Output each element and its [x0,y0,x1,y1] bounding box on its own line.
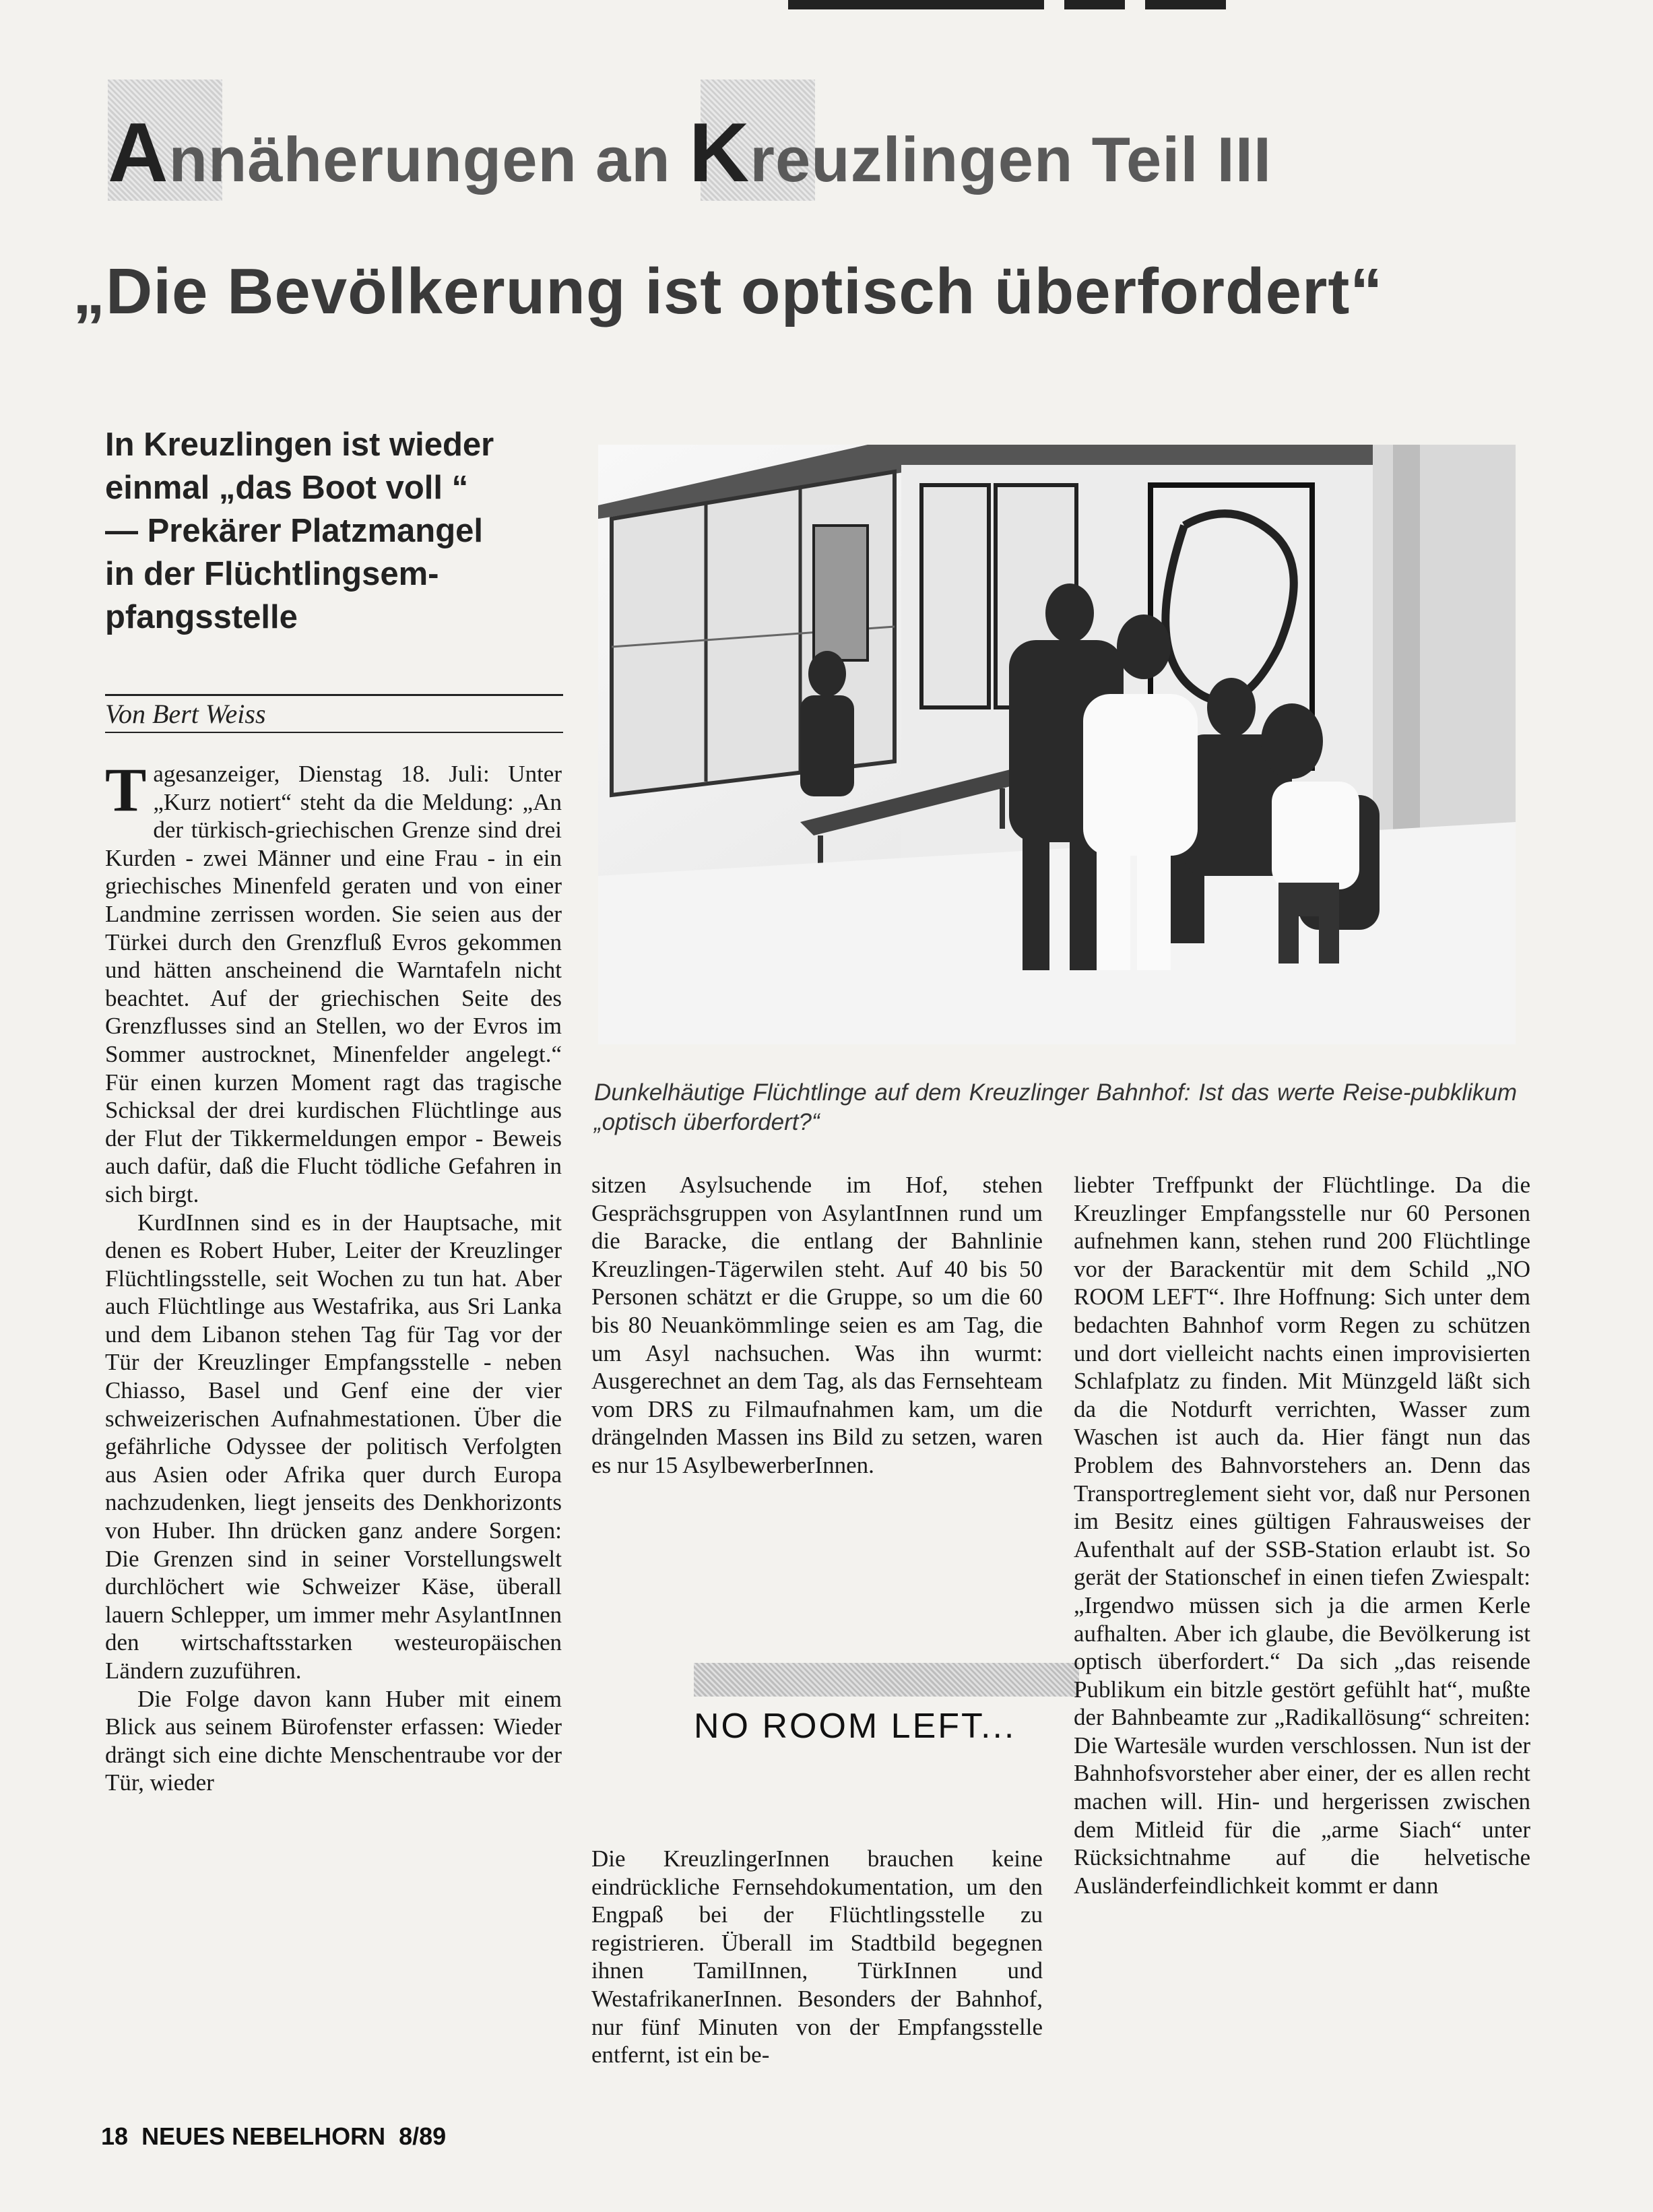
drop-cap: T [105,755,147,824]
news-photo [598,445,1516,1044]
paragraph: KurdInnen sind es in der Hauptsache, mit denen es Robert Huber, Leiter der Kreuzlinger Flüchtlingsstelle, seit Wochen zu tun hat. Aber auch Flüchtlinge aus Westafrika, aus Sri Lanka und dem Libanon stehen Tag für Tag vor der Tür der Kreuzlinger Empfangsstelle - neben Chiasso, Basel und Genf eine der vier schweizerischen Aufnahmestationen. Über die gefährliche Odyssee der politisch Verfolgten aus Asien oder Afrika quer durch Europa nachzudenken, liegt jenseits des Denkhorizonts von Huber. Ihn drücken ganz andere Sorgen: Die Grenzen sind in seiner Vorstellungswelt durchlöchert wie Schweizer Käse, überall lauern Schlepper, um immer mehr AsylantInnen den wirtschaftsstarken westeuropäischen Ländern zuzuführen. [105,1209,562,1684]
article-column-2-bottom [591,1845,1043,2069]
issue-number: 8/89 [399,2122,447,2150]
magazine-name: NEUES NEBELHORN [141,2122,386,2150]
kicker-part-1: nnäherungen an [168,124,689,195]
paragraph [105,755,562,1209]
byline-rule-top [105,694,563,696]
subhead-shade-bar [694,1663,1079,1697]
deck-line: einmal „das Boot voll “ [105,470,469,506]
photo-caption: Dunkelhäutige Flüchtlinge auf dem Kreuzlinger Bahnhof: Ist das werte Reise-pubklikum „optisch überfordert?“ [594,1079,1517,1135]
series-kicker [108,80,1340,201]
deck-line: In Kreuzlingen ist wieder [105,426,494,463]
paragraph: Die Folge davon kann Huber mit einem Blick aus seinem Bürofenster erfassen: Wieder drängt sich eine dichte Menschentraube vor der Tür, wieder [105,1685,562,1796]
headline: „Die Bevölkerung ist optisch überfordert“ [73,255,1384,327]
top-edge-bar [0,0,1653,15]
article-column-3 [1074,1171,1530,1899]
deck-line: — Prekärer Platzmangel [105,513,484,549]
byline: Von Bert Weiss [105,699,266,729]
page-number: 18 [101,2122,129,2150]
deck-line: pfangsstelle [105,599,298,635]
kicker-text [108,105,1272,201]
deck-line: in der Flüchtlingsem- [105,556,439,592]
page-footer [101,2122,446,2151]
paragraph: sitzen Asylsuchende im Hof, stehen Gesprächsgruppen von AsylantInnen rund um die Baracke, die entlang der Bahnlinie Kreuzlingen-Tägerwilen steht. Auf 40 bis 50 Personen schätzt er die Gruppe, so um die 60 bis 80 Neuankömmlinge seien es am Tag, die um Asyl nachsuchen. Was ihn wurmt: Ausgerechnet an dem Tag, als das Fernsehteam vom DRS zu Filmaufnahmen kam, um die drängelnden Massen ins Bild zu setzen, waren es nur 15 AsylbewerberInnen. [591,1172,1043,1478]
paragraph: liebter Treffpunkt der Flüchtlinge. Da die Kreuzlinger Empfangsstelle nur 60 Personen aufnehmen kann, stehen rund 200 Flüchtlinge vor der Barackentür mit dem Schild „NO ROOM LEFT“. Ihre Hoffnung: Sich unter dem bedachten Bahnhof vorm Regen zu schützen und dort vielleicht nachts einen improvisierten Schlafplatz zu finden. Mit Münzgeld läßt sich da die Notdurft verrichten, Wasser zum Waschen ist auch da. Hier fängt nun das Problem des Bahnvorstehers an. Denn das Transportreglement sieht vor, daß nur Personen im Besitz eines gültigen Fahrausweises der Aufenthalt auf der SSB-Station erlaubt ist. So gerät der Stationschef in einen tiefen Zwiespalt: „Irgendwo müssen sich ja die armen Kerle aufhalten. Aber ich glaube, die Bevölkerung ist optisch überfordert.“ Da sich „das reisende Publikum ein bitzle gestört gefühlt hat“, mußte der Bahnbeamte zur „Radikallösung“ schreiten: Die Wartesäle wurden verschlossen. Nun ist der Bahnhofsvorsteher aber einer, der es allen recht machen will. Hin- und hergerissen zwischen dem Mitleid für die „arme Siach“ unter Rücksichtnahme auf die helvetische Ausländerfeindlichkeit kommt er dann [1074,1172,1530,1899]
kicker-initial-a: A [108,106,169,199]
article-column-1 [105,755,562,1797]
paragraph: Die KreuzlingerInnen brauchen keine eindrückliche Fernsehdokumentation, um den Engpaß bei der Flüchtlingsstelle zu registrieren. Überall im Stadtbild begegnen ihnen TamilInnen, TürkInnen und WestafrikanerInnen. Besonders der Bahnhof, nur fünf Minuten von der Empfangsstelle entfernt, ist ein be- [591,1845,1043,2068]
byline-rule-bottom [105,732,563,733]
photo-illustration [598,445,1516,1044]
deck [105,423,563,639]
kicker-part-2: reuzlingen Teil III [750,124,1272,195]
paragraph-text: agesanzeiger, Dienstag 18. Juli: Unter „Kurz notiert“ steht da die Meldung: „An der türkisch-griechischen Grenze sind drei Kurden - zwei Männer und eine Frau - in ein griechisches Minenfeld geraten und von einer Landmine zerrissen worden. Sie seien aus der Türkei durch den Grenzfluß Evros gekommen und hätten anscheinend die Warntafeln nicht beachtet. Auf der griechischen Seite des Grenzflusses sind an Stellen, wo der Evros im Sommer austrocknet, Minenfelder angelegt.“ Für einen kurzen Moment ragt das tragische Schicksal der drei kurdischen Flüchtlinge aus der Flut der Tikkermeldungen empor - Beweis auch dafür, daß die Flucht tödliche Gefahren in sich birgt. [105,761,562,1207]
article-column-2-top [591,1171,1043,1480]
subhead-no-room-left: NO ROOM LEFT... [694,1707,1016,1746]
kicker-initial-k: K [688,106,750,199]
